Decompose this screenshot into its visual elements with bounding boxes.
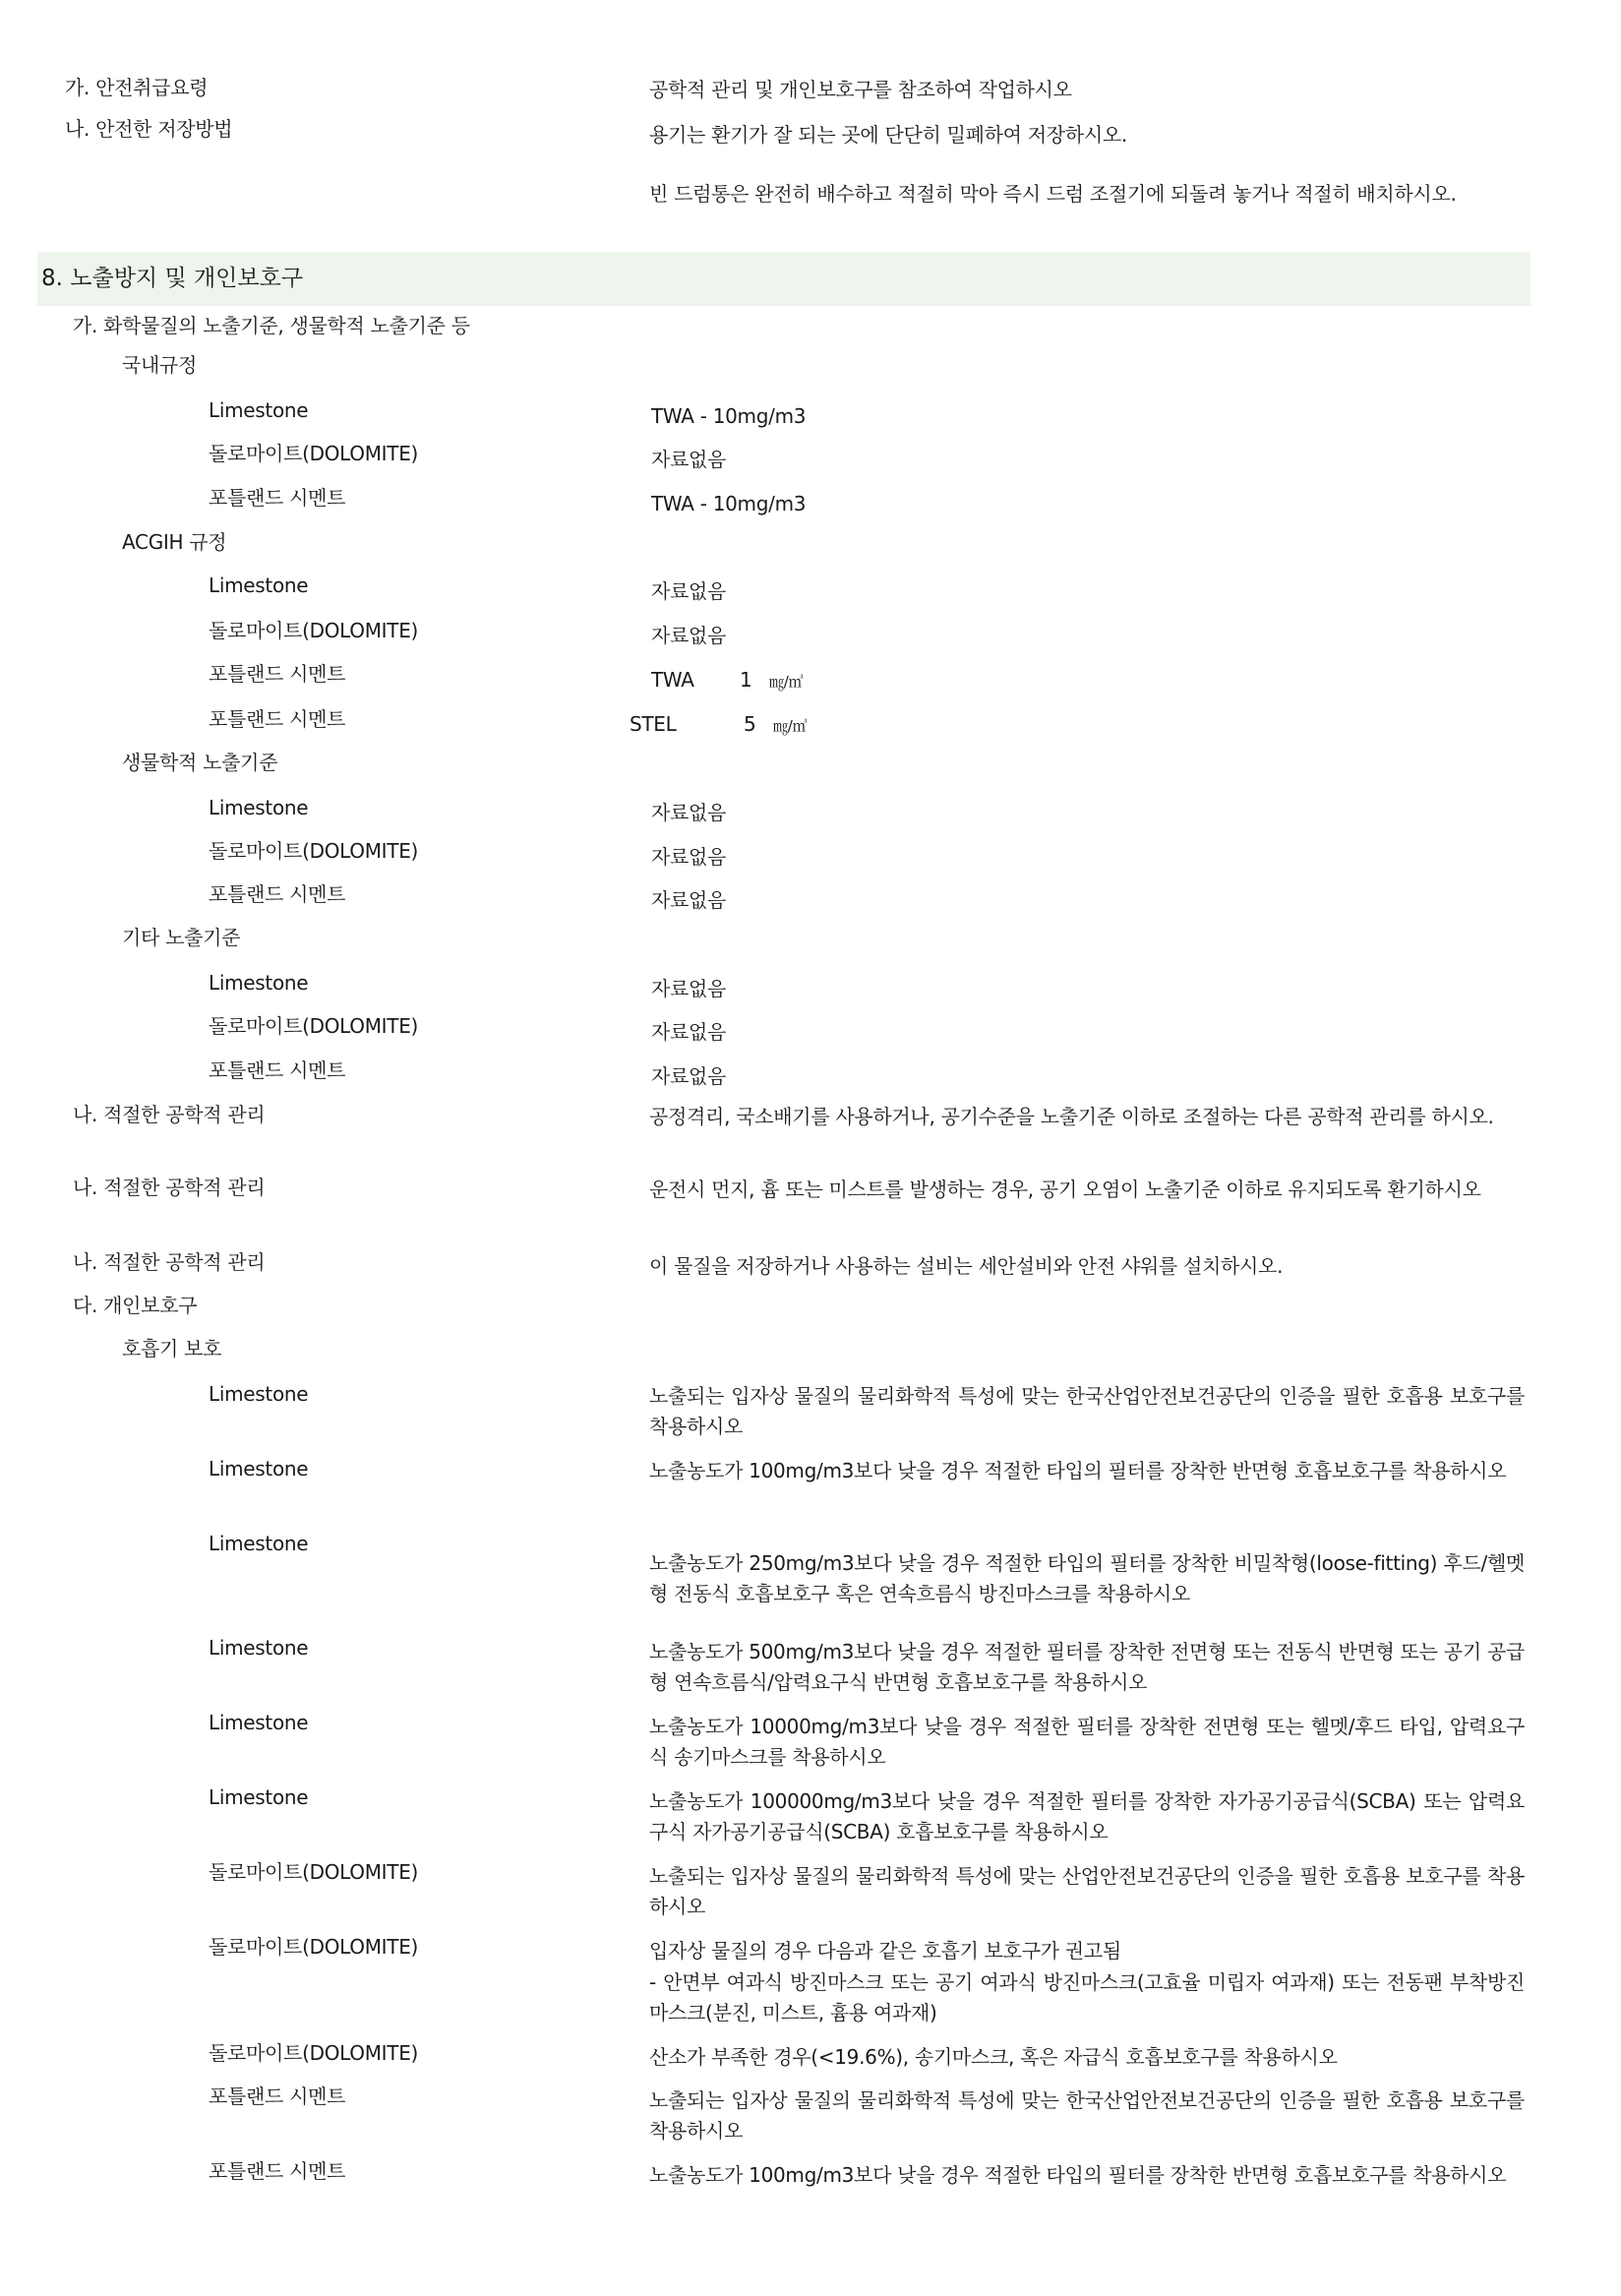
- handling-label: 가. 안전취급요령: [65, 76, 209, 99]
- exposure-value-stel: [630, 709, 807, 741]
- exposure-value-twa: [651, 665, 803, 696]
- acgih-label: ACGIH 규정: [122, 530, 227, 554]
- respiratory-label: 호흡기 보호: [122, 1337, 222, 1360]
- substance-name: 포틀랜드 시멘트: [209, 882, 346, 906]
- biological-label: 생물학적 노출기준: [122, 751, 278, 774]
- respiratory-text: 노출농도가 10000mg/m3보다 낮을 경우 적절한 필터를 장착한 전면형 또는 헬멧/후드 타입, 압력요구식 송기마스크를 착용하시오: [649, 1715, 1525, 1769]
- exposure-value: TWA - 10mg/m3: [651, 404, 807, 428]
- substance-name: Limestone: [209, 1785, 309, 1809]
- storage-text-2: 빈 드럼통은 완전히 배수하고 적절히 막아 즉시 드럼 조절기에 되돌려 놓거나 적절히 배치하시오.: [649, 182, 1457, 206]
- substance-name: 포틀랜드 시멘트: [209, 2159, 346, 2183]
- substance-name: Limestone: [209, 1382, 309, 1406]
- exposure-value: 자료없음: [651, 579, 727, 603]
- substance-name: 돌로마이트(DOLOMITE): [209, 839, 419, 863]
- engineering-text: 공정격리, 국소배기를 사용하거나, 공기수준을 노출기준 이하로 조절하는 다른 공학적 관리를 하시오.: [649, 1105, 1494, 1128]
- exposure-standards-label: 가. 화학물질의 노출기준, 생물학적 노출기준 등: [73, 314, 470, 337]
- unit: ㎎/㎥: [773, 717, 808, 735]
- substance-name: 포틀랜드 시멘트: [209, 486, 346, 510]
- stel-label: STEL: [630, 712, 677, 736]
- respiratory-text: 산소가 부족한 경우(<19.6%), 송기마스크, 혹은 자급식 호흡보호구를 착용하시오: [649, 2045, 1338, 2069]
- stel-number: 5: [744, 712, 756, 736]
- exposure-value: 자료없음: [651, 845, 727, 869]
- respiratory-text: 노출농도가 500mg/m3보다 낮을 경우 적절한 필터를 장착한 전면형 또는 전동식 반면형 또는 공기 공급형 연속흐름식/압력요구식 반면형 호흡보호구를 착용하시오: [649, 1640, 1525, 1694]
- ppe-label: 다. 개인보호구: [73, 1294, 198, 1317]
- engineering-text: 운전시 먼지, 흄 또는 미스트를 발생하는 경우, 공기 오염이 노출기준 이하로 유지되도록 환기하시오: [649, 1178, 1481, 1201]
- respiratory-text: 노출농도가 100000mg/m3보다 낮을 경우 적절한 필터를 장착한 자가공기공급식(SCBA) 또는 압력요구식 자가공기공급식(SCBA) 호흡보호구를 착용하시오: [649, 1789, 1525, 1843]
- twa-number: 1: [740, 668, 752, 692]
- respiratory-text: 노출되는 입자상 물질의 물리화학적 특성에 맞는 한국산업안전보건공단의 인증을 필한 호흡용 보호구를 착용하시오: [649, 1384, 1525, 1438]
- engineering-label: 나. 적절한 공학적 관리: [73, 1250, 266, 1274]
- respiratory-text: 노출농도가 100mg/m3보다 낮을 경우 적절한 타입의 필터를 장착한 반면형 호흡보호구를 착용하시오: [649, 1459, 1507, 1482]
- unit: ㎎/㎥: [769, 673, 804, 691]
- substance-name: 돌로마이트(DOLOMITE): [209, 1860, 419, 1884]
- storage-text-1: 용기는 환기가 잘 되는 곳에 단단히 밀폐하여 저장하시오.: [649, 123, 1127, 147]
- substance-name: Limestone: [209, 574, 309, 597]
- twa-label: TWA: [651, 668, 694, 692]
- handling-text: 공학적 관리 및 개인보호구를 참조하여 작업하시오: [649, 78, 1072, 101]
- respiratory-text: 입자상 물질의 경우 다음과 같은 호흡기 보호구가 권고됨: [649, 1939, 1121, 1963]
- respiratory-text: 노출되는 입자상 물질의 물리화학적 특성에 맞는 한국산업안전보건공단의 인증을 필한 호흡용 보호구를 착용하시오: [649, 2088, 1525, 2143]
- substance-name: 포틀랜드 시멘트: [209, 1058, 346, 1082]
- substance-name: 돌로마이트(DOLOMITE): [209, 2041, 419, 2065]
- exposure-value: 자료없음: [651, 624, 727, 647]
- substance-name: Limestone: [209, 398, 309, 422]
- substance-name: 돌로마이트(DOLOMITE): [209, 1935, 419, 1959]
- respiratory-text: 노출농도가 100mg/m3보다 낮을 경우 적절한 타입의 필터를 장착한 반면형 호흡보호구를 착용하시오: [649, 2163, 1507, 2187]
- substance-name: 포틀랜드 시멘트: [209, 662, 346, 686]
- exposure-value: 자료없음: [651, 448, 727, 471]
- substance-name: Limestone: [209, 1532, 309, 1555]
- section-title: 8. 노출방지 및 개인보호구: [41, 266, 304, 291]
- substance-name: Limestone: [209, 796, 309, 819]
- exposure-value: 자료없음: [651, 1064, 727, 1088]
- engineering-label: 나. 적절한 공학적 관리: [73, 1176, 266, 1199]
- engineering-text: 이 물질을 저장하거나 사용하는 설비는 세안설비와 안전 샤워를 설치하시오.: [649, 1254, 1284, 1278]
- other-label: 기타 노출기준: [122, 926, 241, 949]
- exposure-value: TWA - 10mg/m3: [651, 492, 807, 515]
- respiratory-text: - 안면부 여과식 방진마스크 또는 공기 여과식 방진마스크(고효율 미립자 여과재) 또는 전동팬 부착방진 마스크(분진, 미스트, 흄용 여과재): [649, 1970, 1525, 2024]
- respiratory-text: 노출농도가 250mg/m3보다 낮을 경우 적절한 타입의 필터를 장착한 비밀착형(loose-fitting) 후드/헬멧형 전동식 호흡보호구 혹은 연속흐름식 방진마스크를 착용하시오: [649, 1551, 1525, 1605]
- storage-label: 나. 안전한 저장방법: [65, 117, 233, 141]
- substance-name: 돌로마이트(DOLOMITE): [209, 619, 419, 642]
- substance-name: 포틀랜드 시멘트: [209, 2085, 346, 2108]
- exposure-value: 자료없음: [651, 977, 727, 1000]
- substance-name: 돌로마이트(DOLOMITE): [209, 442, 419, 465]
- substance-name: Limestone: [209, 1636, 309, 1660]
- substance-name: Limestone: [209, 971, 309, 995]
- exposure-value: 자료없음: [651, 1020, 727, 1044]
- substance-name: Limestone: [209, 1457, 309, 1480]
- substance-name: 돌로마이트(DOLOMITE): [209, 1014, 419, 1038]
- substance-name: Limestone: [209, 1711, 309, 1734]
- domestic-label: 국내규정: [122, 353, 198, 377]
- substance-name: 포틀랜드 시멘트: [209, 707, 346, 731]
- exposure-value: 자료없음: [651, 801, 727, 824]
- exposure-value: 자료없음: [651, 888, 727, 912]
- respiratory-text: 노출되는 입자상 물질의 물리화학적 특성에 맞는 산업안전보건공단의 인증을 필한 호흡용 보호구를 착용하시오: [649, 1864, 1525, 1918]
- engineering-label: 나. 적절한 공학적 관리: [73, 1103, 266, 1126]
